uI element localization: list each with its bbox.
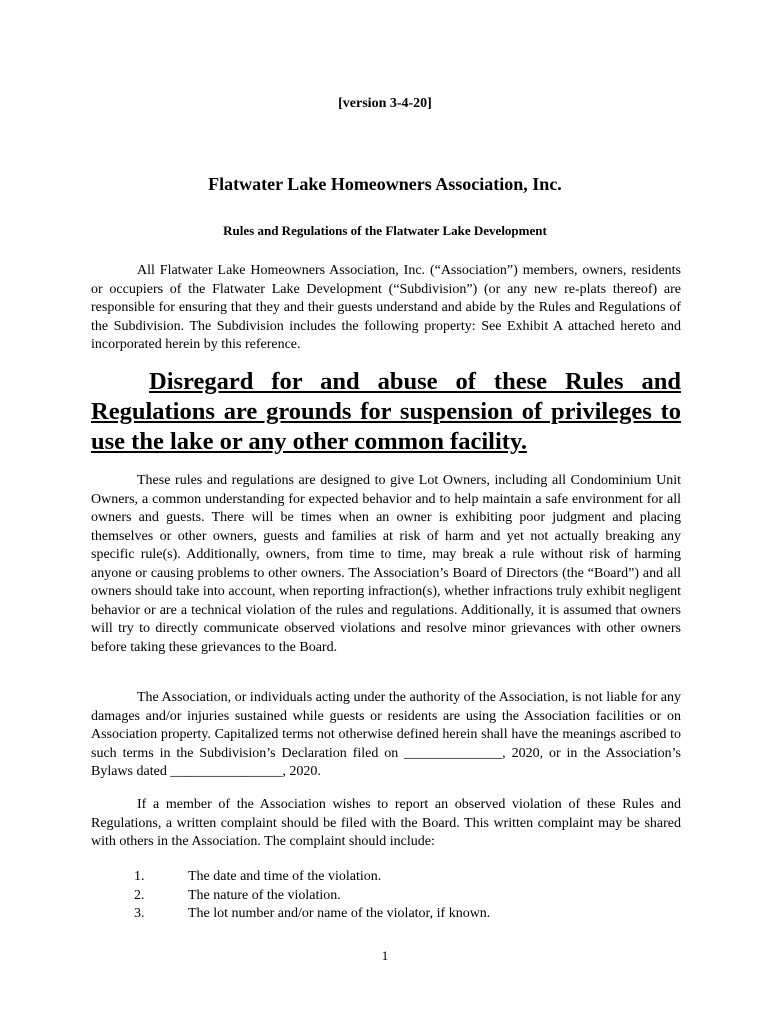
list-item [134, 887, 694, 906]
list-item-number: 2. [134, 887, 145, 903]
list-item-text: The nature of the violation. [188, 887, 341, 903]
intro-paragraph: All Flatwater Lake Homeowners Association, Inc. (“Association”) members, owners, residents or occupiers of the Flatwater Lake Development (“Subdivision”) (or any new re-plats thereof) are responsible for ensuring that they and their guests understand and abide by the Rules and Regulations of the Subdivision. The Subdivision includes the following property: See Exhibit A attached hereto and incorporated herein by this reference. [91, 263, 681, 352]
purpose-paragraph: These rules and regulations are designed to give Lot Owners, including all Condominium Unit Owners, a common understanding for expected behavior and to help maintain a safe environment for all owners and guests. There will be times when an owner is exhibiting poor judgment and placing themselves or other owners, guests and families at risk of harm and yet not actually breaking any specific rule(s). Additionally, owners, from time to time, may break a rule without risk of harming anyone or causing problems to other owners. The Association’s Board of Directors (the “Board”) and all owners should take into account, when reporting infraction(s), whether infractions truly exhibit negligent behavior or are a technical violation of the rules and regulations. Additionally, it is assumed that owners will try to directly communicate observed violations and resolve minor grievances with other owners before taking these grievances to the Board. [91, 473, 681, 655]
list-item-number: 1. [134, 869, 145, 884]
list-item [134, 868, 694, 887]
version-label: [version 3-4-20] [338, 96, 432, 111]
liability-paragraph: The Association, or individuals acting under the authority of the Association, is not liable for any damages and/or injuries sustained while guests or residents are using the Association facilities or on Association property. Capitalized terms not otherwise defined herein shall have the meanings ascribed to such terms in the Subdivision’s Declaration filed on ______________, 2020, or in the Association’s Bylaws dated ________________, 2020. [91, 690, 681, 779]
warning-statement: Disregard for and abuse of these Rules and Regulations are grounds for suspension of privileges to use the lake or any other common facility. [91, 368, 681, 455]
complaint-requirements-list [134, 868, 694, 924]
page-number: 1 [381, 948, 389, 963]
list-item-text: The lot number and/or name of the violator, if known. [188, 906, 491, 921]
list-item [134, 905, 694, 924]
complaint-paragraph: If a member of the Association wishes to report an observed violation of these Rules and Regulations, a written complaint should be filed with the Board. This written complaint may be shared with others in the Association. The complaint should include: [91, 797, 681, 849]
list-item-number: 3. [134, 906, 145, 921]
document-subtitle: Rules and Regulations of the Flatwater Lake Development [223, 223, 547, 238]
document-title: Flatwater Lake Homeowners Association, Inc. [208, 174, 562, 194]
list-item-text: The date and time of the violation. [188, 869, 382, 884]
